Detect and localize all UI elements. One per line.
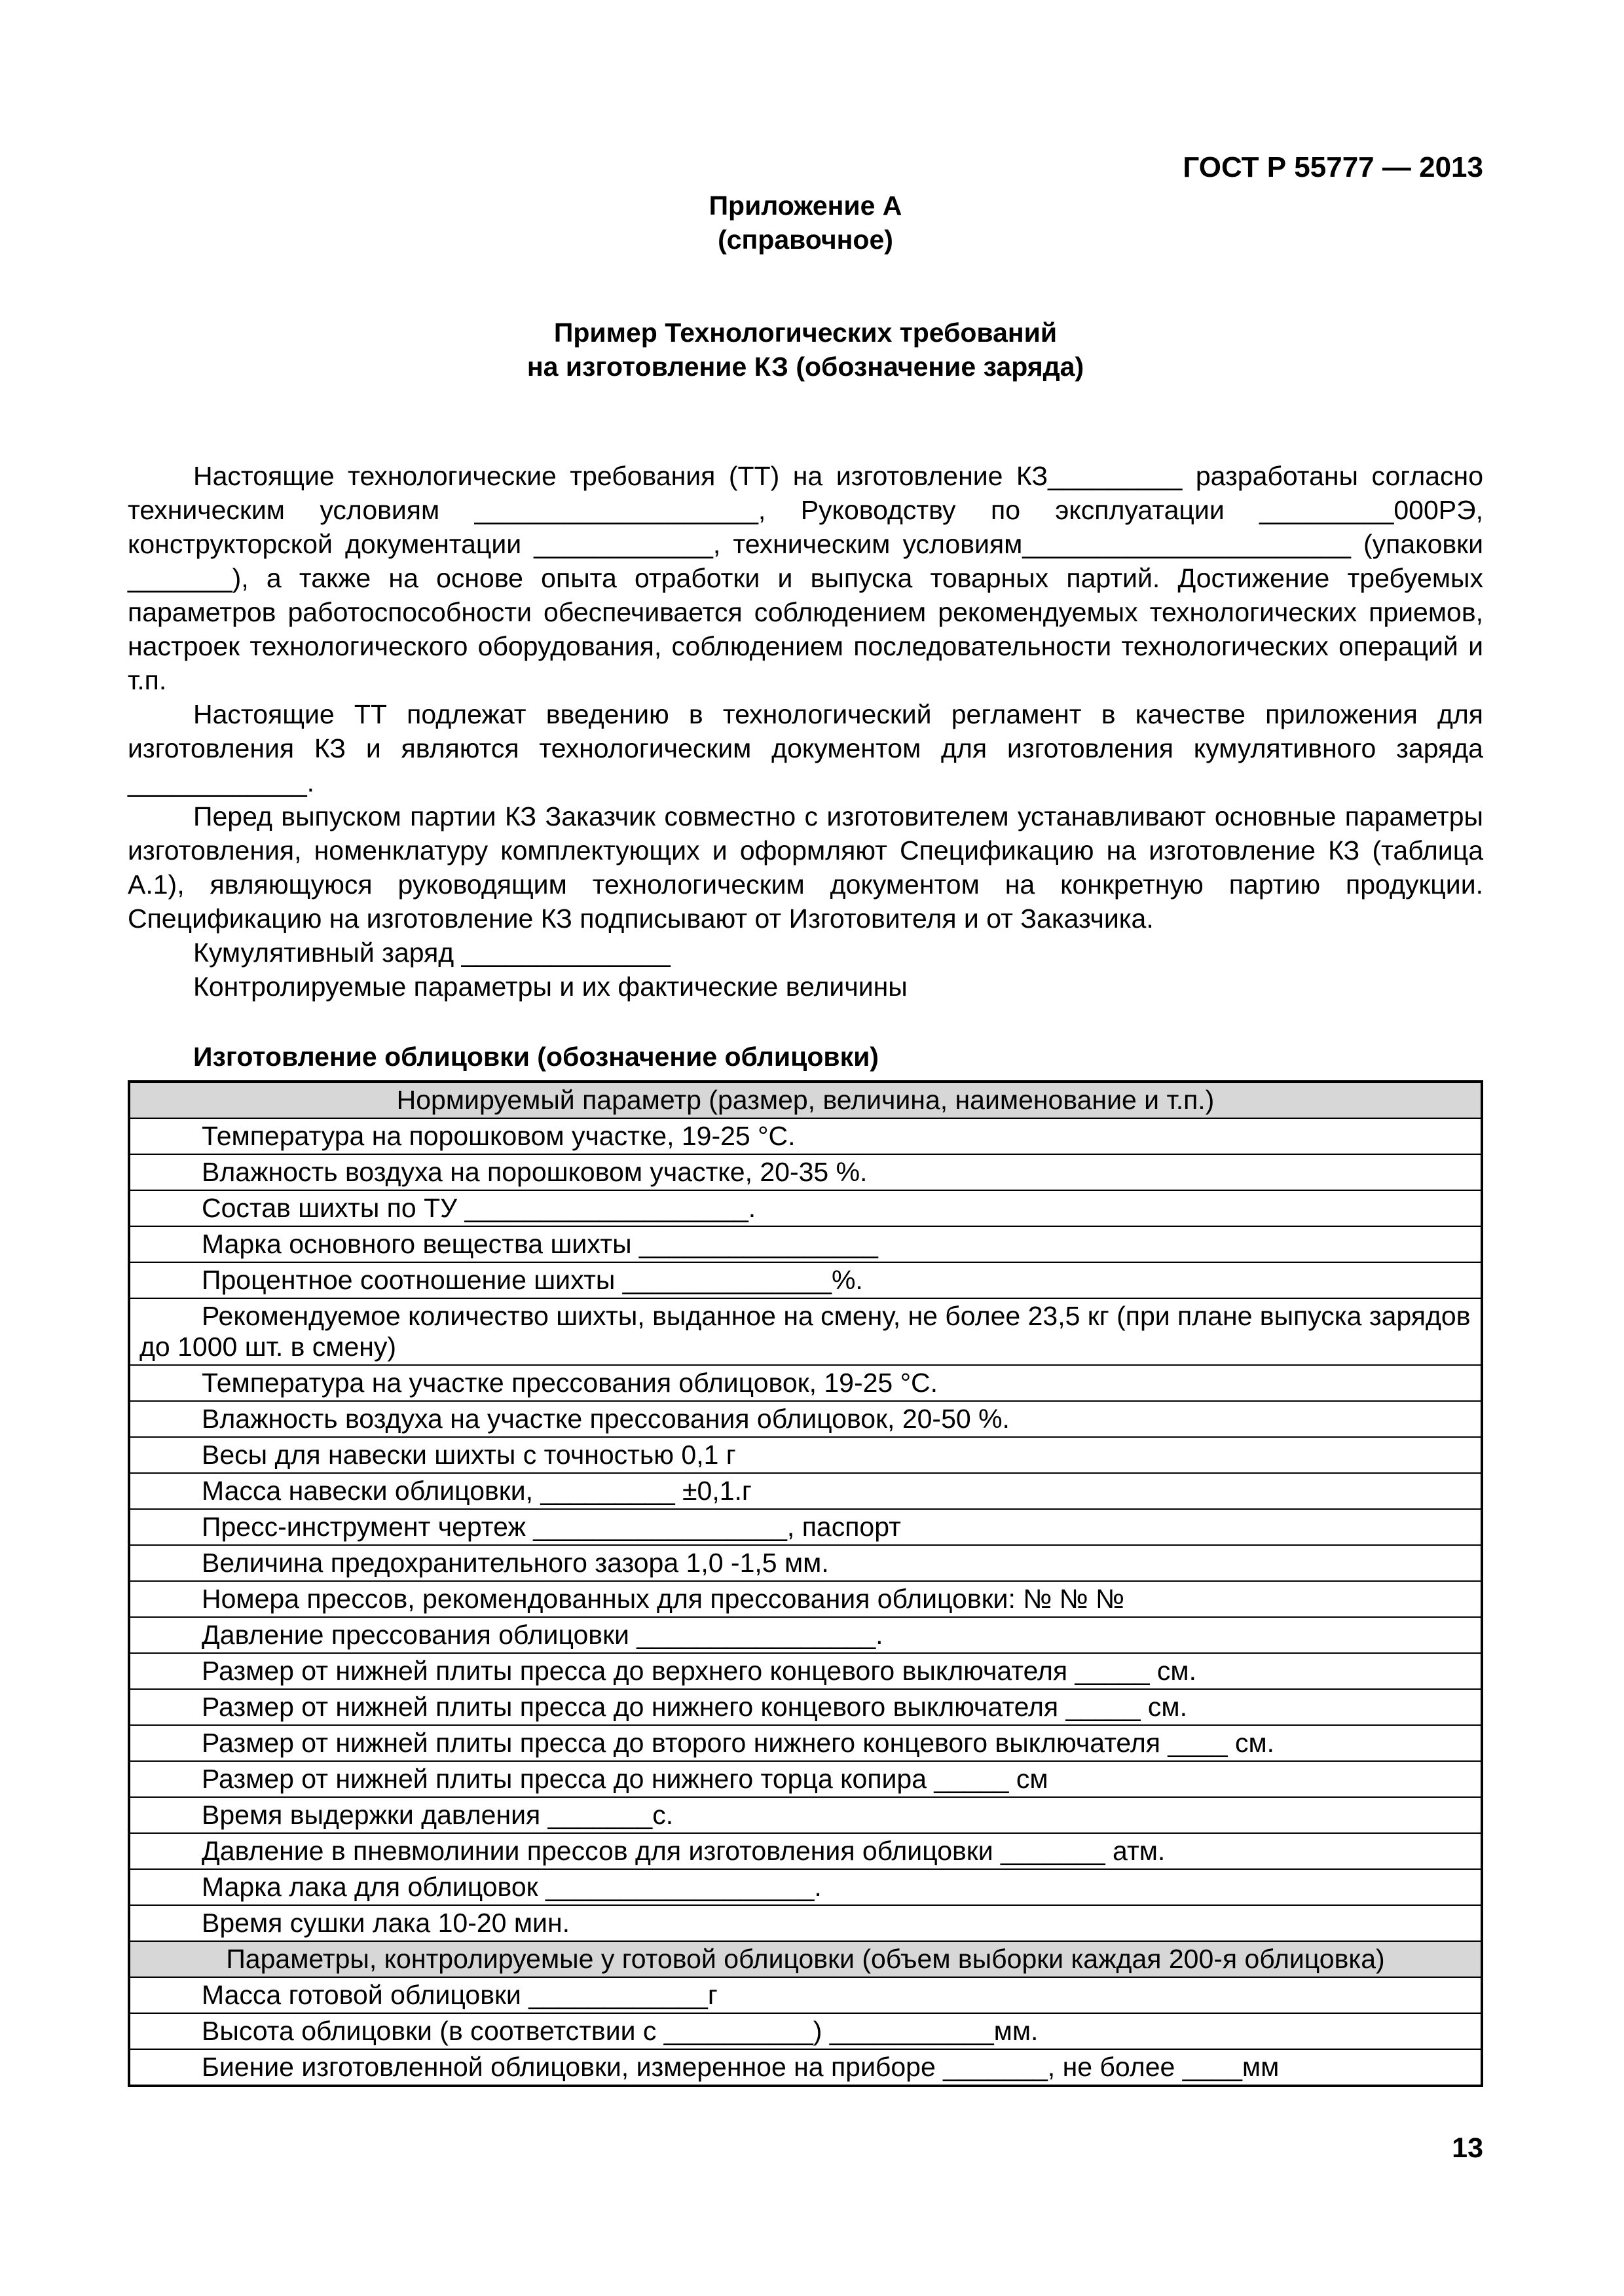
table-cell: Марка основного вещества шихты ________________ — [129, 1226, 1482, 1262]
table-row — [129, 1581, 1482, 1617]
table-cell: Рекомендуемое количество шихты, выданное на смену, не более 23,5 кг (при плане выпуска зарядов до 1000 шт. в смену) — [129, 1298, 1482, 1365]
table-row — [129, 1689, 1482, 1725]
table-row — [129, 1977, 1482, 2013]
spec-table — [128, 1080, 1483, 2087]
cumulative-charge-line: Кумулятивный заряд ______________ — [193, 938, 671, 968]
table-row — [129, 1226, 1482, 1262]
table-row — [129, 1437, 1482, 1473]
page-number: 13 — [1452, 2132, 1483, 2164]
table-cell: Нормируемый параметр (размер, величина, наименование и т.п.) — [129, 1082, 1482, 1118]
table-header-row — [129, 1082, 1482, 1118]
table-row — [129, 1473, 1482, 1509]
table-cell: Масса готовой облицовки ____________г — [129, 1977, 1482, 2013]
appendix-title: Приложение А — [709, 191, 902, 221]
table-row — [129, 2049, 1482, 2086]
table-cell: Давление прессования облицовки ________________. — [129, 1617, 1482, 1653]
table-cell: Процентное соотношение шихты ______________%. — [129, 1262, 1482, 1298]
paragraph-regulation: Настоящие ТТ подлежат введению в технологический регламент в качестве приложения для изготовления КЗ и являются технологическим документом для изготовления кумулятивного заряда ____________. — [128, 699, 1483, 797]
table-row — [129, 1401, 1482, 1437]
table-row — [129, 1118, 1482, 1154]
title-line-2: на изготовление КЗ (обозначение заряда) — [526, 352, 1084, 382]
table-row — [129, 1833, 1482, 1869]
table-row — [129, 1761, 1482, 1797]
table-cell: Температура на порошковом участке, 19-25 °С. — [129, 1118, 1482, 1154]
table-cell: Пресс-инструмент чертеж _________________, паспорт — [129, 1509, 1482, 1545]
table-cell: Размер от нижней плиты пресса до верхнего концевого выключателя _____ см. — [129, 1653, 1482, 1689]
table-row — [129, 1298, 1482, 1365]
table-row — [129, 1262, 1482, 1298]
table-cell: Время выдержки давления _______с. — [129, 1797, 1482, 1833]
document-title — [128, 316, 1483, 384]
appendix-type: (справочное) — [718, 225, 893, 255]
table-cell: Влажность воздуха на участке прессования облицовок, 20-50 %. — [129, 1401, 1482, 1437]
table-cell: Высота облицовки (в соответствии с __________) ___________мм. — [129, 2013, 1482, 2049]
table-cell: Влажность воздуха на порошковом участке, 20-35 %. — [129, 1154, 1482, 1190]
table-row — [129, 1154, 1482, 1190]
table-cell: Размер от нижней плиты пресса до нижнего концевого выключателя _____ см. — [129, 1689, 1482, 1725]
table-cell: Величина предохранительного зазора 1,0 -1,5 мм. — [129, 1545, 1482, 1581]
table-row — [129, 1190, 1482, 1226]
table-row — [129, 1797, 1482, 1833]
table-row — [129, 1617, 1482, 1653]
paragraph-specification: Перед выпуском партии КЗ Заказчик совместно с изготовителем устанавливают основные параметры изготовления, номенклатуру комплектующих и оформляют Спецификацию на изготовление КЗ (таблица А.1), являющуюся руководящим технологическим документом на конкретную партию продукции. Спецификацию на изготовление КЗ подписывают от Изготовителя и от Заказчика. — [128, 801, 1483, 934]
table-cell: Давление в пневмолинии прессов для изготовления облицовки _______ атм. — [129, 1833, 1482, 1869]
title-line-1: Пример Технологических требований — [553, 318, 1058, 348]
paragraph-intro: Настоящие технологические требования (ТТ) на изготовление КЗ_________ разработаны согласно техническим условиям ___________________, Руководству по эксплуатации _________000РЭ, конструкторской документации ____________, техническим условиям______________________ (упаковки _______), а также на основе опыта отработки и выпуска товарных партий. Достижение требуемых параметров работоспособности обеспечивается соблюдением рекомендуемых технологических приемов, настроек технологического оборудования, соблюдением последовательности технологических операций и т.п. — [128, 461, 1483, 695]
doc-number: ГОСТ Р 55777 — 2013 — [1183, 151, 1483, 183]
table-cell: Биение изготовленной облицовки, измеренное на приборе _______, не более ____мм — [129, 2049, 1482, 2086]
table-row — [129, 1905, 1482, 1941]
table-cell: Масса навески облицовки, _________ ±0,1.г — [129, 1473, 1482, 1509]
table-row — [129, 1509, 1482, 1545]
controlled-params-line: Контролируемые параметры и их фактические величины — [193, 972, 908, 1002]
table-cell: Размер от нижней плиты пресса до нижнего торца копира _____ см — [129, 1761, 1482, 1797]
table-header-row — [129, 1941, 1482, 1977]
table-cell: Весы для навески шихты с точностью 0,1 г — [129, 1437, 1482, 1473]
table-row — [129, 1653, 1482, 1689]
table-section-heading: Изготовление облицовки (обозначение облицовки) — [193, 1042, 879, 1072]
table-row — [129, 2013, 1482, 2049]
table-cell: Параметры, контролируемые у готовой облицовки (объем выборки каждая 200-я облицовка) — [129, 1941, 1482, 1977]
table-cell: Температура на участке прессования облицовок, 19-25 °С. — [129, 1365, 1482, 1401]
table-cell: Марка лака для облицовок __________________. — [129, 1869, 1482, 1905]
table-row — [129, 1869, 1482, 1905]
table-cell: Номера прессов, рекомендованных для прессования облицовки: № № № — [129, 1581, 1482, 1617]
table-row — [129, 1365, 1482, 1401]
table-row — [129, 1545, 1482, 1581]
table-cell: Время сушки лака 10-20 мин. — [129, 1905, 1482, 1941]
body-text-block — [128, 459, 1483, 1004]
table-cell: Состав шихты по ТУ ___________________. — [129, 1190, 1482, 1226]
table-row — [129, 1725, 1482, 1761]
table-cell: Размер от нижней плиты пресса до второго нижнего концевого выключателя ____ см. — [129, 1725, 1482, 1761]
